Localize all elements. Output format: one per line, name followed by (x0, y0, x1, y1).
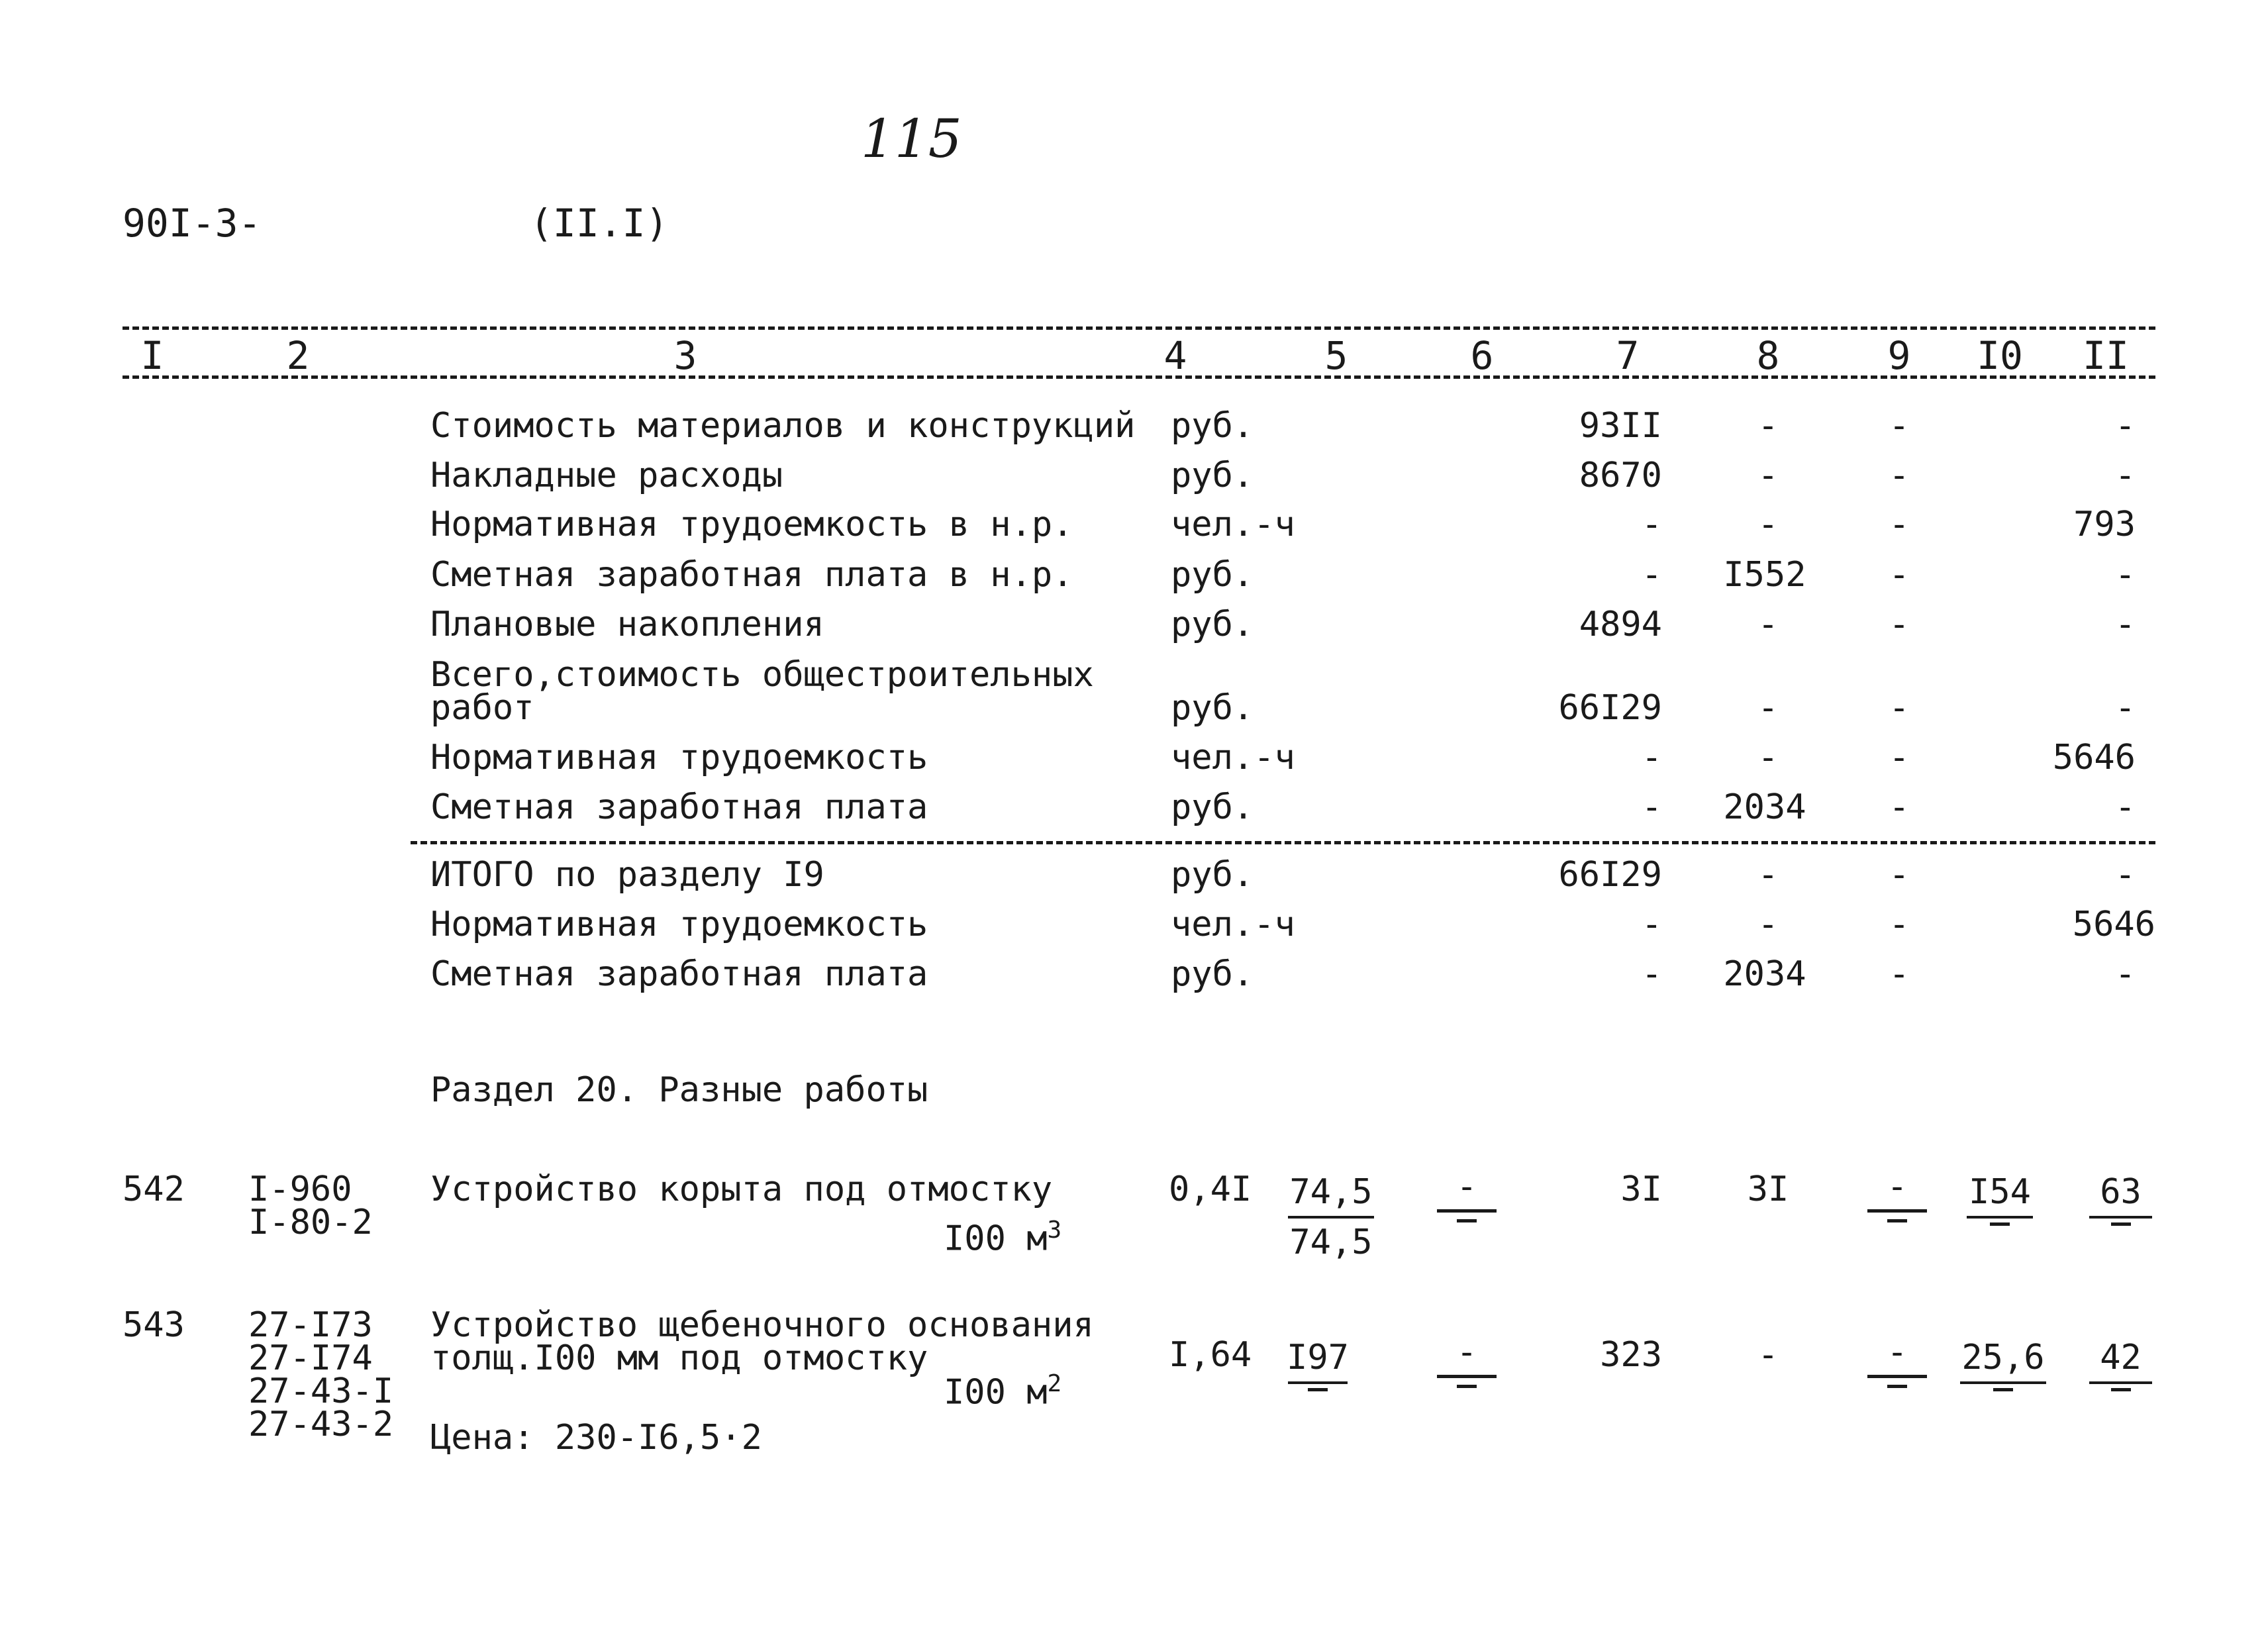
item-col10-fraction (1960, 1172, 2040, 1226)
row-label-cont: работ (430, 688, 534, 728)
item-col11-top: 63 (2100, 1172, 2142, 1212)
item-unit-text: I00 м (944, 1219, 1048, 1259)
item-code: I-80-2 (248, 1203, 373, 1242)
row-unit: руб. (1171, 456, 1254, 495)
item-col5-fraction (1285, 1172, 1377, 1262)
header-top-rule (123, 326, 2155, 330)
item-col6-fraction (1434, 1167, 1500, 1222)
row-col9: - (1889, 406, 1910, 446)
doc-code: 90I-3- (123, 201, 262, 246)
row-label: Стоимость материалов и конструкций (430, 406, 1136, 446)
col-header-6: 6 (1470, 333, 1494, 378)
item-unit: I00 $м^3$ (944, 1217, 1062, 1259)
row-col9: - (1889, 555, 1910, 595)
row-col7: - (1641, 555, 1662, 595)
item-col8: 3I (1747, 1170, 1789, 1209)
row-col8: I552 (1723, 555, 1806, 595)
row-label: Сметная заработная плата в н.р. (430, 555, 1073, 595)
item-col6-top: - (1456, 1167, 1477, 1207)
item-col11-top: 42 (2100, 1338, 2142, 1377)
row-unit: руб. (1171, 605, 1254, 644)
row-label: Плановые накопления (430, 605, 824, 644)
doc-part: (II.I) (530, 201, 669, 246)
row-col9: - (1889, 738, 1910, 777)
col-header-7: 7 (1616, 333, 1640, 378)
row-col8: - (1757, 905, 1779, 944)
header-bottom-rule (123, 375, 2155, 379)
item-code: 27-43-I (248, 1371, 394, 1411)
item-col5-top: 74,5 (1289, 1172, 1373, 1212)
row-col11: 5646 (2052, 738, 2136, 777)
row-col7: - (1641, 738, 1662, 777)
row-label: ИТОГО по разделу I9 (430, 855, 824, 895)
row-col7: - (1641, 954, 1662, 994)
row-col9: - (1889, 954, 1910, 994)
row-col11: - (2114, 855, 2136, 895)
row-unit: чел.-ч (1171, 905, 1295, 944)
item-col9-fraction (1864, 1332, 1930, 1388)
row-col8: - (1757, 605, 1779, 644)
item-number: 542 (123, 1170, 185, 1209)
row-col11: - (2114, 787, 2136, 827)
row-col11: - (2114, 406, 2136, 446)
row-col8: - (1757, 505, 1779, 544)
row-unit: руб. (1171, 954, 1254, 994)
row-col8: - (1757, 855, 1779, 895)
item-code: 27-I73 (248, 1305, 373, 1345)
row-col7: - (1641, 787, 1662, 827)
item-code: I-960 (248, 1170, 352, 1209)
row-col11: - (2114, 954, 2136, 994)
col-header-10: I0 (1977, 333, 2023, 378)
row-col7: 66I29 (1558, 688, 1662, 728)
item-col6-top: - (1456, 1332, 1477, 1372)
row-unit: руб. (1171, 688, 1254, 728)
item-code: 27-43-2 (248, 1405, 394, 1444)
row-col8: - (1757, 738, 1779, 777)
item-code: 27-I74 (248, 1338, 373, 1378)
item-col11-fraction (2086, 1338, 2155, 1391)
row-col8: - (1757, 688, 1779, 728)
section-title: Раздел 20. Разные работы (430, 1070, 928, 1110)
item-name: Устройство корыта под отмостку (430, 1170, 1053, 1209)
row-label: Нормативная трудоемкость (430, 905, 928, 944)
row-label: Сметная заработная плата (430, 787, 928, 827)
row-label: Всего,стоимость общестроительных (430, 655, 1094, 695)
item-col9-fraction (1864, 1167, 1930, 1222)
col-header-9: 9 (1887, 333, 1911, 378)
item-number: 543 (123, 1305, 185, 1345)
item-col4: I,64 (1169, 1335, 1252, 1375)
item-col5-top: I97 (1287, 1338, 1349, 1377)
row-col9: - (1889, 605, 1910, 644)
page-number: 115 (861, 108, 962, 170)
item-col7: 323 (1600, 1335, 1662, 1375)
row-col8: 2034 (1723, 954, 1806, 994)
row-unit: руб. (1171, 406, 1254, 446)
row-col11: - (2114, 605, 2136, 644)
row-col7: 8670 (1579, 456, 1662, 495)
row-label: Сметная заработная плата (430, 954, 928, 994)
row-col8: - (1757, 406, 1779, 446)
item-col5-fraction (1285, 1338, 1351, 1391)
item-col7: 3I (1620, 1170, 1662, 1209)
row-unit: руб. (1171, 787, 1254, 827)
item-col9-top: - (1887, 1332, 1908, 1372)
item-col4: 0,4I (1169, 1170, 1252, 1209)
item-name: Устройство щебеночного основания (430, 1305, 1094, 1345)
item-col10-top: 25,6 (1961, 1338, 2045, 1377)
item-col8: - (1757, 1335, 1779, 1375)
row-unit: чел.-ч (1171, 738, 1295, 777)
item-col11-fraction (2086, 1172, 2155, 1226)
row-col8: 2034 (1723, 787, 1806, 827)
col-header-3: 3 (673, 333, 697, 378)
row-unit: чел.-ч (1171, 505, 1295, 544)
row-col9: - (1889, 456, 1910, 495)
row-col7: 4894 (1579, 605, 1662, 644)
item-unit: I00 $м^2$ (944, 1370, 1062, 1413)
row-col9: - (1889, 505, 1910, 544)
row-col7: 66I29 (1558, 855, 1662, 895)
row-col11: - (2114, 555, 2136, 595)
row-col9: - (1889, 787, 1910, 827)
item-unit-text: I00 м (944, 1372, 1048, 1413)
row-col11: - (2114, 456, 2136, 495)
item-col5-bottom: 74,5 (1289, 1222, 1373, 1262)
col-header-11: II (2083, 333, 2129, 378)
item-col10-fraction (1957, 1338, 2049, 1391)
item-col6-fraction (1434, 1332, 1500, 1388)
row-label: Нормативная трудоемкость (430, 738, 928, 777)
row-unit: руб. (1171, 555, 1254, 595)
col-header-1: I (140, 333, 164, 378)
row-col7: - (1641, 905, 1662, 944)
row-label: Нормативная трудоемкость в н.р. (430, 505, 1073, 544)
row-col11: - (2114, 688, 2136, 728)
item-col9-top: - (1887, 1167, 1908, 1207)
col-header-5: 5 (1324, 333, 1348, 378)
row-unit: руб. (1171, 855, 1254, 895)
subtotal-rule (411, 841, 2155, 844)
row-col11: 5646 (2072, 905, 2155, 944)
col-header-2: 2 (286, 333, 310, 378)
row-col9: - (1889, 688, 1910, 728)
row-label: Накладные расходы (430, 456, 783, 495)
col-header-4: 4 (1163, 333, 1187, 378)
item-col10-top: I54 (1969, 1172, 2031, 1212)
row-col11: 793 (2073, 505, 2136, 544)
row-col7: - (1641, 505, 1662, 544)
row-col9: - (1889, 855, 1910, 895)
row-col9: - (1889, 905, 1910, 944)
row-col7: 93II (1579, 406, 1662, 446)
row-col8: - (1757, 456, 1779, 495)
col-header-8: 8 (1756, 333, 1780, 378)
price-note: Цена: 230-I6,5·2 (430, 1418, 762, 1458)
item-name-cont: толщ.I00 мм под отмостку (430, 1338, 928, 1378)
